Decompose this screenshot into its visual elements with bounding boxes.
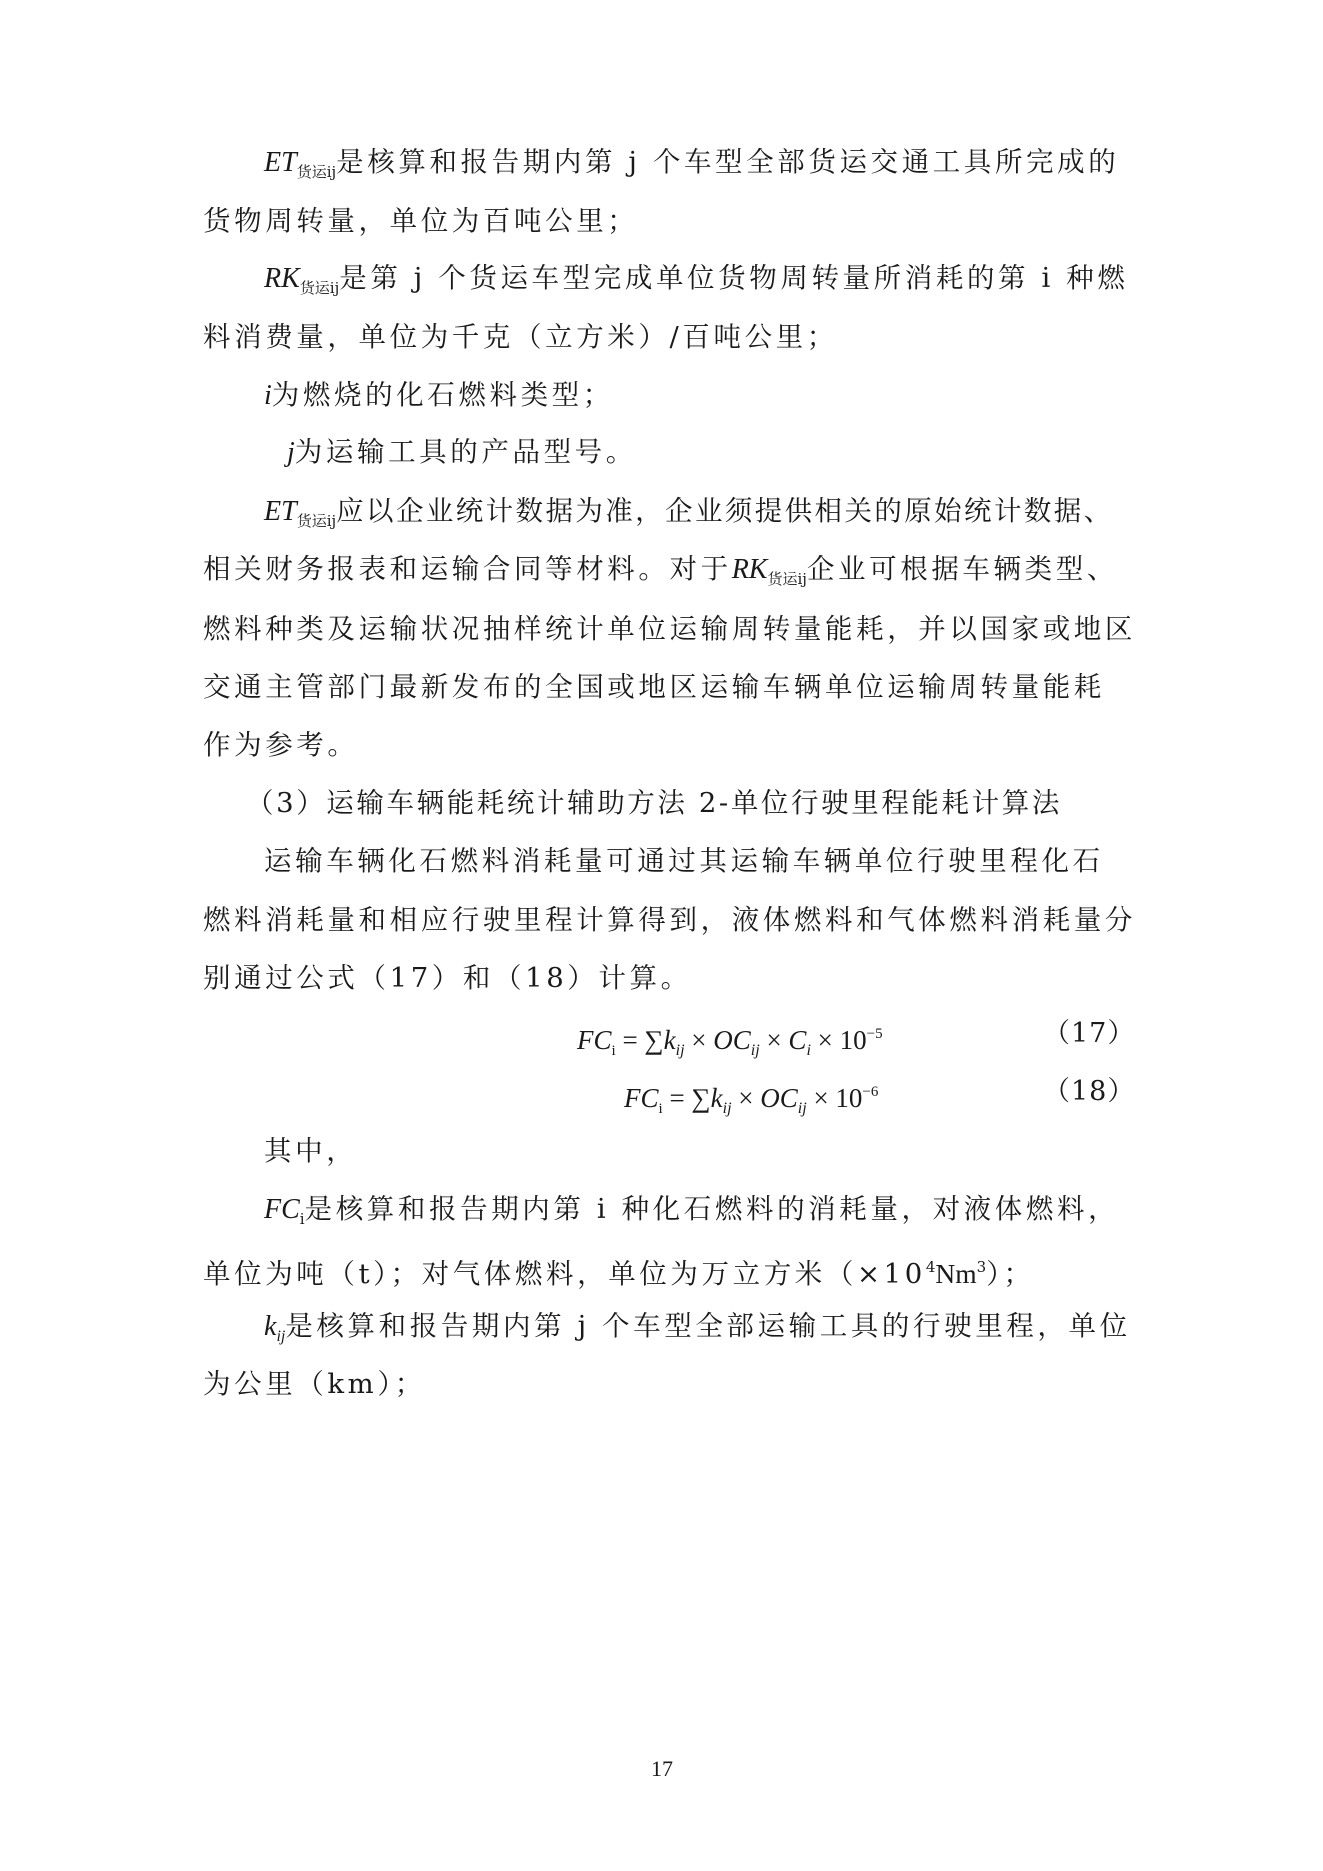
subscript: 货运ij: [767, 570, 807, 588]
subscript: 货运ij: [296, 163, 337, 181]
paragraph-j: [287, 432, 1127, 473]
text: 是第 j 个货运车型完成单位货物周转量所消耗的第 i 种燃: [339, 262, 1129, 294]
text: 是核算和报告期内第 i 种化石燃料的消耗量，对液体燃料，: [304, 1193, 1120, 1225]
paragraph-data-line-2: [203, 549, 1123, 599]
paragraph-data-line-1: [264, 491, 1124, 541]
variable-fc: FC: [264, 1194, 300, 1225]
eq-times: ×: [759, 1025, 789, 1055]
equation-18: [624, 1072, 878, 1129]
variable-k: k: [264, 1311, 277, 1342]
subscript: i: [299, 1210, 305, 1228]
equation-17: [577, 1014, 883, 1071]
eq-sum: = ∑: [662, 1083, 711, 1113]
paragraph-data-line-3: 燃料种类及运输状况抽样统计单位运输周转量能耗，并以国家或地区: [203, 613, 1136, 645]
paragraph-rk-line-1: [264, 258, 1129, 308]
text: 单位为吨（t）；对气体燃料，单位为万立方米（×10: [203, 1258, 926, 1290]
eq-sub: i: [611, 1043, 616, 1059]
equation-number-17: （17）: [1043, 1018, 1136, 1049]
eq-exponent: −6: [862, 1084, 879, 1100]
variable-j: j: [287, 437, 295, 468]
variable-rk: RK: [264, 263, 300, 294]
text: 企业可根据车辆类型、: [806, 553, 1118, 585]
paragraph-et-line-1: [264, 142, 1124, 192]
page-number: 17: [651, 1756, 673, 1781]
eq-times-ten: × 10: [810, 1025, 867, 1055]
paragraph-method-line-3: 别通过公式（17）和（18）计算。: [203, 962, 692, 994]
eq-oc: OC: [760, 1083, 798, 1113]
paragraph-data-line-4: 交通主管部门最新发布的全国或地区运输车辆单位运输周转量能耗: [203, 671, 1105, 703]
paragraph-rk-line-2: 料消费量，单位为千克（立方米）/百吨公里；: [203, 321, 838, 353]
eq-k: k: [710, 1083, 723, 1113]
paragraph-method-line-1: 运输车辆化石燃料消耗量可通过其运输车辆单位行驶里程化石: [264, 845, 1104, 877]
text: 是核算和报告期内第 j 个车型全部货运交通工具所完成的: [336, 146, 1120, 178]
text: Nm: [935, 1258, 977, 1289]
eq-sum: = ∑: [615, 1025, 664, 1055]
eq-fc: FC: [624, 1083, 659, 1113]
text: 应以企业统计数据为准，企业须提供相关的原始统计数据、: [336, 495, 1114, 527]
subscript: 货运ij: [296, 512, 337, 530]
variable-et: ET: [264, 496, 297, 527]
eq-sub: i: [806, 1042, 811, 1059]
subscript: 货运ij: [299, 279, 340, 297]
eq-sub: ij: [750, 1042, 760, 1059]
paragraph-k-line-2: 为公里（km）；: [203, 1368, 426, 1400]
variable-i: i: [264, 380, 272, 411]
paragraph-method-line-2: 燃料消耗量和相应行驶里程计算得到，液体燃料和气体燃料消耗量分: [203, 904, 1136, 936]
eq-times: ×: [731, 1083, 761, 1113]
subscript: ij: [276, 1328, 286, 1345]
eq-exponent: −5: [866, 1026, 883, 1042]
eq-sub: ij: [722, 1100, 732, 1117]
paragraph-i: [264, 375, 1124, 416]
paragraph-et-line-2: 货物周转量，单位为百吨公里；: [203, 205, 639, 237]
variable-et: ET: [264, 147, 297, 178]
eq-oc: OC: [713, 1025, 751, 1055]
paragraph-data-line-5: 作为参考。: [203, 729, 359, 761]
paragraph-fc-line-2: [203, 1247, 1123, 1294]
eq-k: k: [663, 1025, 676, 1055]
variable-rk: RK: [731, 554, 768, 585]
equation-number-18: （18）: [1043, 1076, 1136, 1107]
superscript: 3: [976, 1258, 987, 1276]
eq-c: C: [788, 1025, 807, 1055]
eq-sub: ij: [675, 1042, 685, 1059]
eq-fc: FC: [577, 1025, 612, 1055]
eq-sub: ij: [797, 1100, 807, 1117]
text: 为燃烧的化石燃料类型；: [271, 379, 614, 411]
text: 是核算和报告期内第 j 个车型全部运输工具的行驶里程，单位: [285, 1310, 1131, 1342]
eq-sub: i: [658, 1101, 663, 1117]
text: 相关财务报表和运输合同等材料。对于: [203, 553, 732, 585]
eq-times-ten: × 10: [806, 1083, 863, 1113]
superscript: 4: [925, 1258, 936, 1276]
where-label: 其中，: [264, 1135, 358, 1167]
text: ）；: [986, 1258, 1035, 1290]
eq-times: ×: [684, 1025, 714, 1055]
paragraph-k-line-1: [264, 1306, 1131, 1357]
paragraph-fc-line-1: [264, 1189, 1124, 1239]
section-heading: （3）运输车辆能耗统计辅助方法 2-单位行驶里程能耗计算法: [246, 787, 1062, 819]
text: 为运输工具的产品型号。: [294, 436, 637, 468]
